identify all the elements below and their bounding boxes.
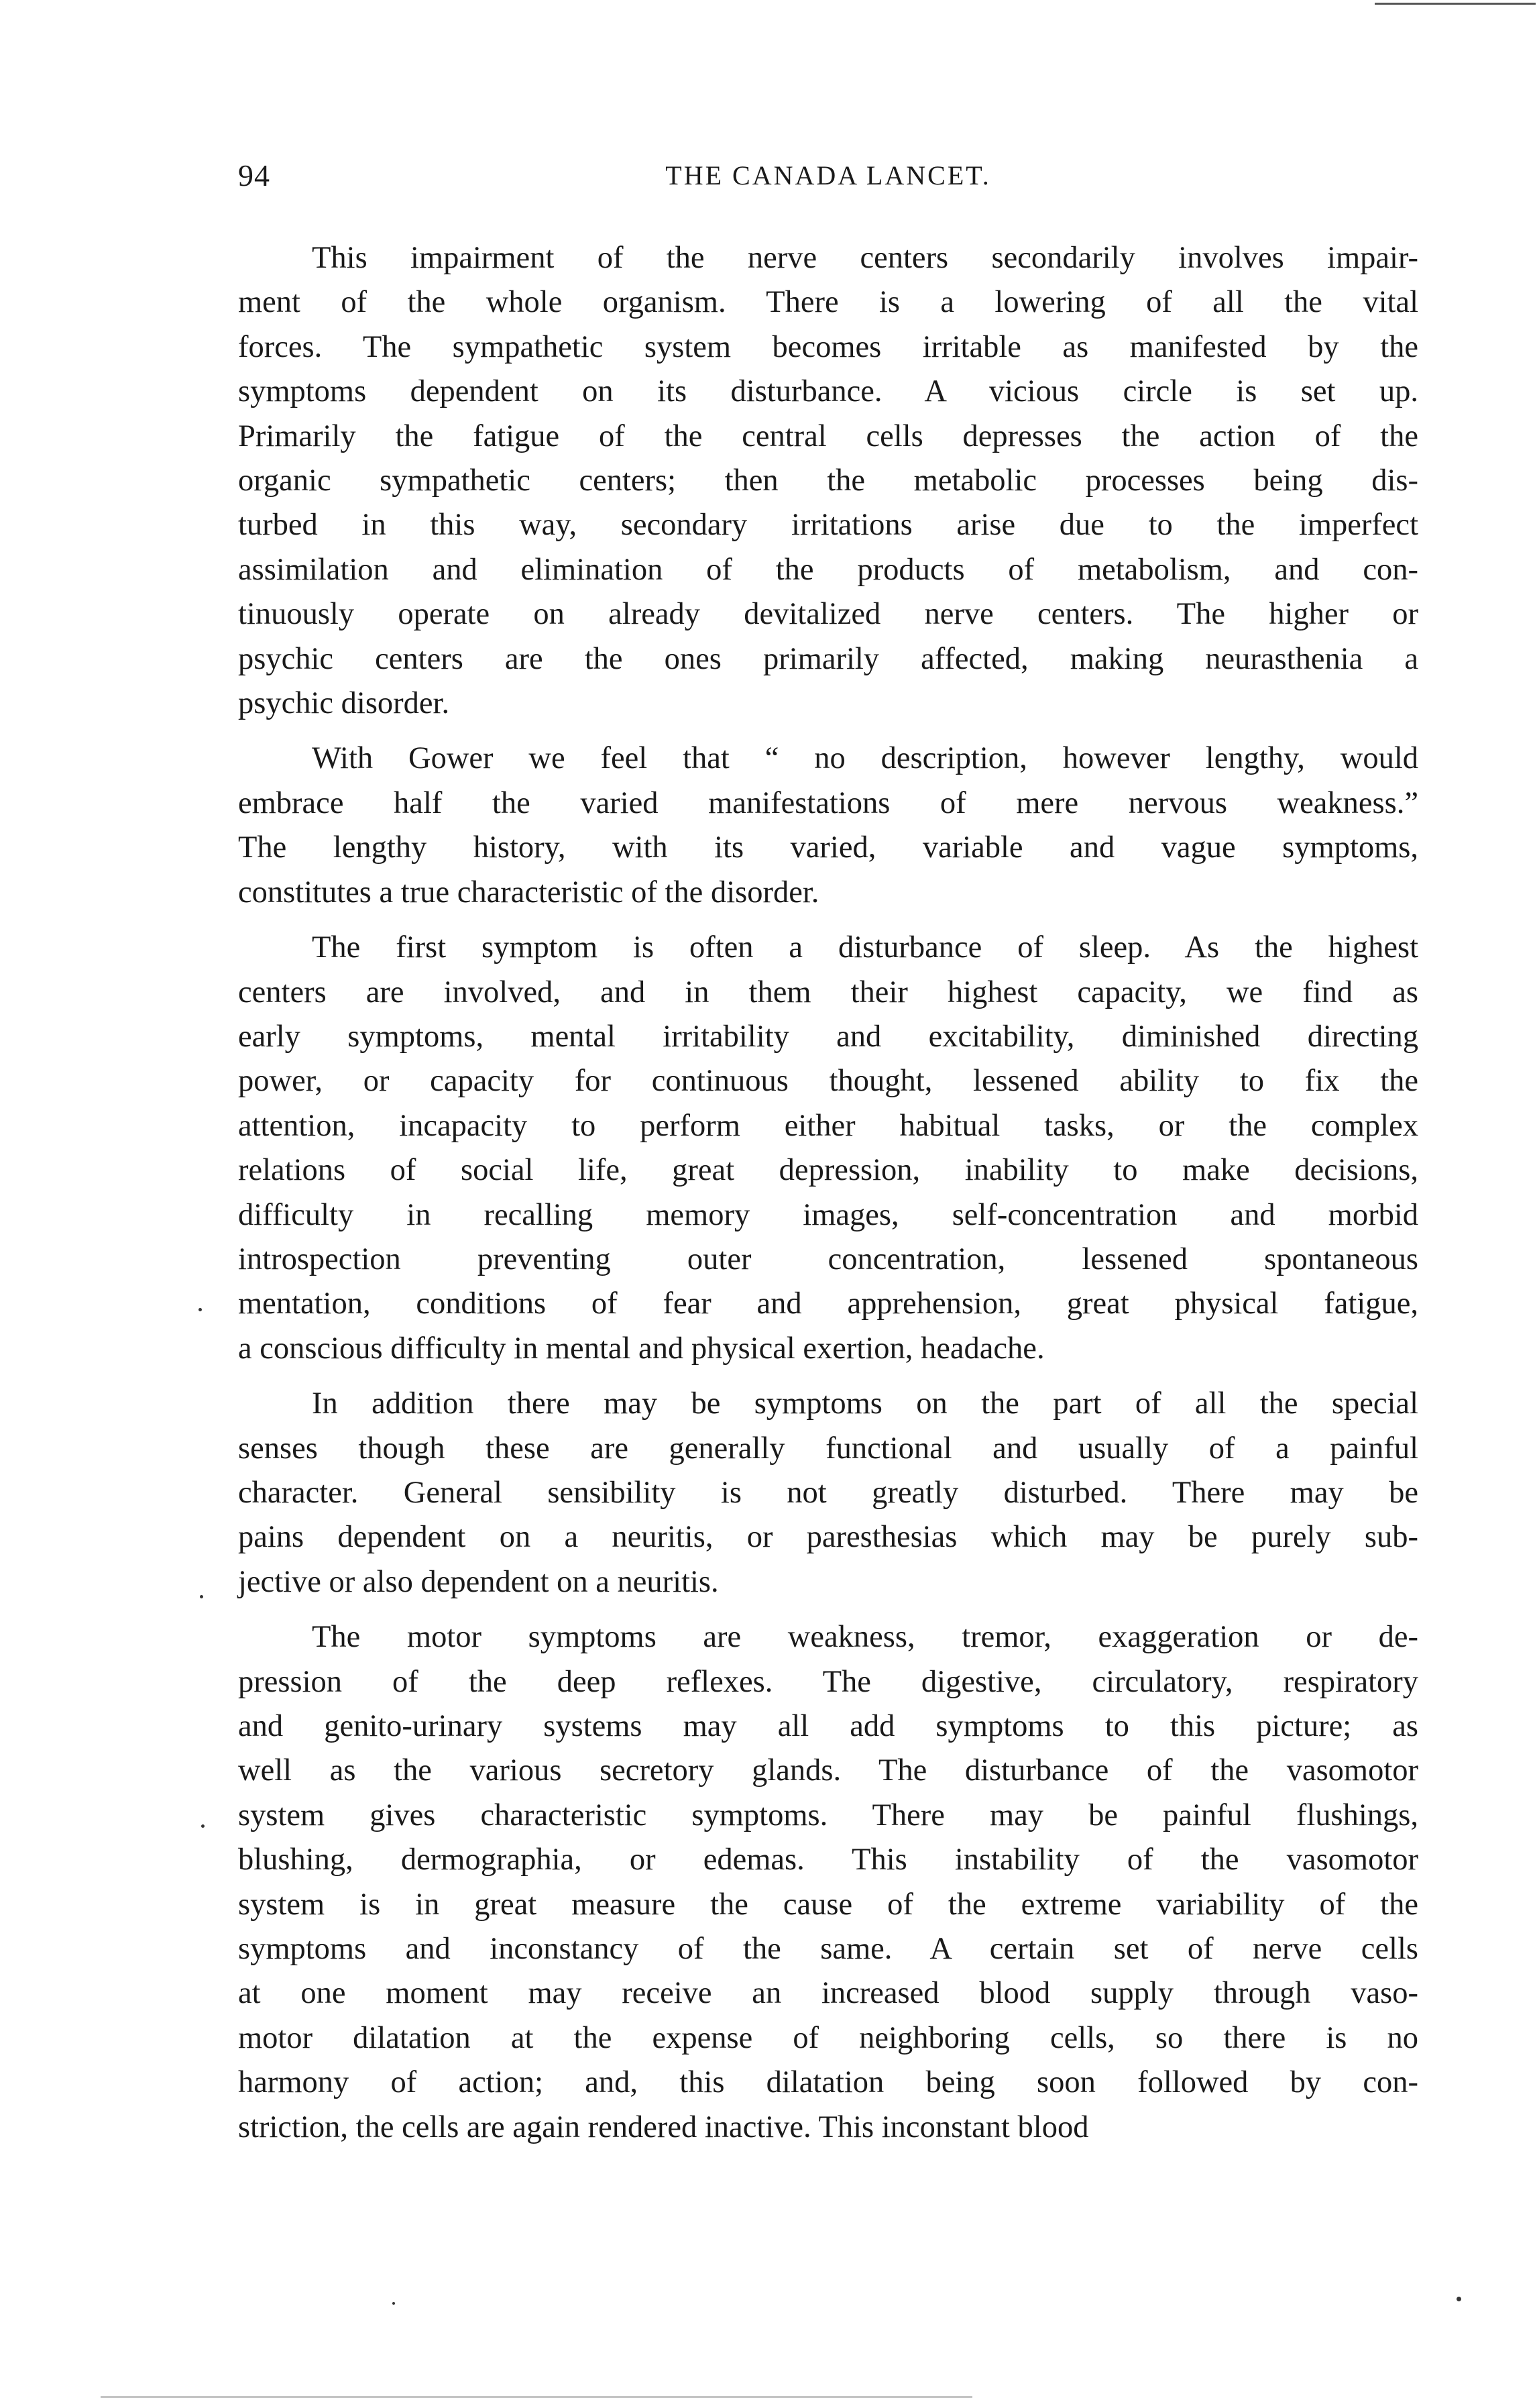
scan-speck — [200, 1595, 203, 1598]
text-line: well as the various secretory glands. The disturbance of the vasomotor — [238, 1753, 1418, 1788]
text-line: striction, the cells are again rendered inactive. This inconstant blood — [238, 2110, 1089, 2144]
text-line: pains dependent on a neuritis, or paresthesias which may be purely sub- — [238, 1520, 1418, 1555]
text-line: attention, incapacity to perform either habitual tasks, or the complex — [238, 1108, 1418, 1143]
paragraph — [238, 1615, 1418, 2150]
running-head: THE CANADA LANCET. — [665, 160, 991, 190]
scan-edge-mark — [1375, 3, 1536, 5]
text-line: With Gower we feel that “ no description, however lengthy, would — [312, 741, 1418, 776]
scan-speck — [198, 1308, 202, 1311]
body-text — [238, 236, 1418, 2160]
text-line: centers are involved, and in them their highest capacity, we find as — [238, 975, 1418, 1009]
scan-edge-mark — [101, 2396, 972, 2398]
text-line: senses though these are generally functional and usually of a painful — [238, 1431, 1418, 1466]
paragraph — [238, 1382, 1418, 1604]
text-line: psychic disorder. — [238, 686, 450, 721]
paragraph — [238, 736, 1418, 915]
text-line: embrace half the varied manifestations of mere nervous weakness.” — [238, 785, 1418, 820]
text-line: at one moment may receive an increased blood supply through vaso- — [238, 1976, 1418, 2011]
text-line: pression of the deep reflexes. The digestive, circulatory, respiratory — [238, 1664, 1418, 1699]
text-line: forces. The sympathetic system becomes irritable as manifested by the — [238, 329, 1418, 364]
text-line: introspection preventing outer concentration, lessened spontaneous — [238, 1242, 1418, 1276]
text-line: constitutes a true characteristic of the disorder. — [238, 875, 819, 910]
text-line: The motor symptoms are weakness, tremor, exaggeration or de- — [312, 1620, 1418, 1655]
text-line: mentation, conditions of fear and apprehension, great physical fatigue, — [238, 1287, 1418, 1321]
text-line: In addition there may be symptoms on the part of all the special — [312, 1386, 1418, 1421]
text-line: This impairment of the nerve centers secondarily involves impair- — [312, 241, 1418, 275]
text-line: ment of the whole organism. There is a lowering of all the vital — [238, 285, 1418, 320]
text-line: relations of social life, great depression, inability to make decisions, — [238, 1153, 1418, 1188]
paragraph — [238, 926, 1418, 1371]
scan-speck — [1457, 2297, 1461, 2301]
text-line: system is in great measure the cause of the extreme variability of the — [238, 1887, 1418, 1922]
text-line: The first symptom is often a disturbance of sleep. As the highest — [312, 930, 1418, 965]
paragraph — [238, 236, 1418, 726]
text-line: character. General sensibility is not greatly disturbed. There may be — [238, 1475, 1418, 1510]
page-number: 94 — [238, 158, 270, 193]
text-line: turbed in this way, secondary irritations arise due to the imperfect — [238, 508, 1418, 543]
scan-speck — [392, 2302, 395, 2305]
page-header — [238, 156, 1418, 196]
text-line: Primarily the fatigue of the central cells depresses the action of the — [238, 419, 1418, 453]
text-line: a conscious difficulty in mental and physical exertion, headache. — [238, 1331, 1045, 1366]
text-line: motor dilatation at the expense of neighboring cells, so there is no — [238, 2020, 1418, 2055]
text-line: jective or also dependent on a neuritis. — [238, 1564, 719, 1599]
scan-speck — [201, 1824, 205, 1828]
text-line: organic sympathetic centers; then the metabolic processes being dis- — [238, 463, 1418, 498]
text-line: power, or capacity for continuous thought, lessened ability to fix the — [238, 1064, 1418, 1099]
text-line: assimilation and elimination of the products of metabolism, and con- — [238, 552, 1418, 587]
text-line: The lengthy history, with its varied, variable and vague symptoms, — [238, 830, 1418, 865]
text-line: early symptoms, mental irritability and excitability, diminished directing — [238, 1019, 1418, 1054]
text-line: psychic centers are the ones primarily affected, making neurasthenia a — [238, 641, 1418, 676]
text-line: harmony of action; and, this dilatation being soon followed by con- — [238, 2065, 1418, 2100]
text-line: difficulty in recalling memory images, self-concentration and morbid — [238, 1197, 1418, 1232]
text-line: and genito-urinary systems may all add symptoms to this picture; as — [238, 1709, 1418, 1743]
text-line: tinuously operate on already devitalized nerve centers. The higher or — [238, 597, 1418, 632]
text-line: symptoms dependent on its disturbance. A vicious circle is set up. — [238, 374, 1418, 409]
text-line: blushing, dermographia, or edemas. This instability of the vasomotor — [238, 1843, 1418, 1877]
text-line: system gives characteristic symptoms. There may be painful flushings, — [238, 1798, 1418, 1832]
text-line: symptoms and inconstancy of the same. A certain set of nerve cells — [238, 1932, 1418, 1967]
